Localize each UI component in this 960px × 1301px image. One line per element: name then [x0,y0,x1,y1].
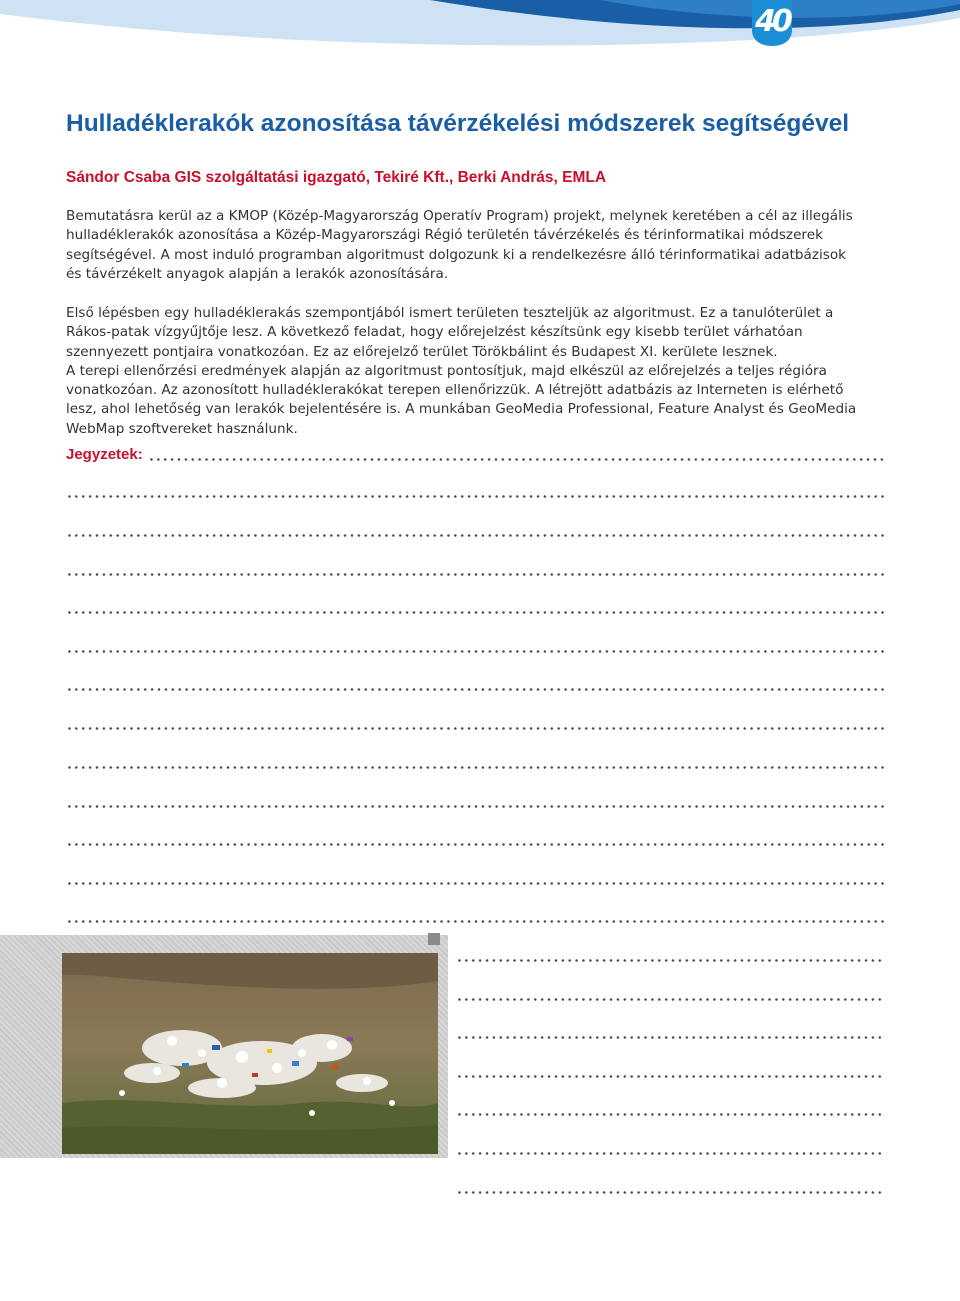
note-line-dotted [66,495,884,498]
article-authors: Sándor Csaba GIS szolgáltatási igazgató, Tekiré Kft., Berki András, EMLA [66,169,607,186]
note-line-dotted [66,611,884,614]
text-line: lesz, ahol lehetőség van lerakók bejelentésére is. A munkában GeoMedia Professional, Feature Analyst és GeoMedia [66,401,857,418]
note-line-dotted [66,766,884,769]
note-line-dotted [66,650,884,653]
text-line: hulladéklerakók azonosítása a Közép-Magyarországi Régió területén távérzékelés és térinformatikai módszerek [66,227,823,244]
text-line: Első lépésben egy hulladéklerakás szempontjából ismert területen teszteljük az algoritmust. Ez a tanulóterület a [66,305,834,321]
note-line-dotted [456,1152,884,1155]
text-line: és távérzékelt anyagok alapján a lerakók azonosítására. [66,265,449,282]
landfill-photo [62,953,438,1154]
note-line-dotted [66,573,884,576]
text-line: A terepi ellenőrzési eredmények alapján az algoritmust pontosítjuk, majd elkészül az előrejelzés a teljes régióra [66,362,827,379]
note-line-dotted [456,1191,884,1194]
note-line-dotted [456,959,884,962]
note-line-dotted [148,458,884,461]
note-line-dotted [66,727,884,730]
note-line-dotted [66,882,884,885]
text-line: vonatkozóan. Az azonosított hulladéklerakókat terepen ellenőrizzük. A létrejött adatbázis az Interneten is elérhető [66,382,844,399]
note-line-dotted [66,920,884,923]
note-line-dotted [456,1036,884,1039]
text-line: WebMap szoftvereket használunk. [66,420,298,437]
note-line-dotted [66,688,884,691]
note-line-dotted [456,1113,884,1116]
note-line-dotted [66,805,884,808]
article-title: Hulladéklerakók azonosítása távérzékelési módszerek segítségével [66,110,850,137]
photo-marker-square [428,933,440,945]
paragraph-intro [66,207,886,284]
logo-number: 40 [755,4,789,39]
paragraph-method [66,304,886,439]
text-line: szennyezett pontjaira vonatkozóan. Ez az előrejelző terület Törökbálint és Budapest XI. kerülete lesznek. [66,343,778,360]
note-line-dotted [66,843,884,846]
note-line-dotted [456,998,884,1001]
text-line: segítségével. A most induló programban algoritmust dolgozunk ki a rendelkezésre álló térinformatikai adatbázisok [66,246,847,263]
note-line-dotted [66,534,884,537]
text-line: Rákos-patak vízgyűjtője lesz. A következő feladat, hogy előrejelzést készítsünk egy kisebb terület várhatóan [66,324,803,341]
text-line: Bemutatásra kerül az a KMOP (Közép-Magyarország Operatív Program) projekt, melynek keretében a cél az illegális [66,208,853,224]
notes-label: Jegyzetek: [66,446,143,463]
header-wave [0,0,960,55]
note-line-dotted [456,1075,884,1078]
